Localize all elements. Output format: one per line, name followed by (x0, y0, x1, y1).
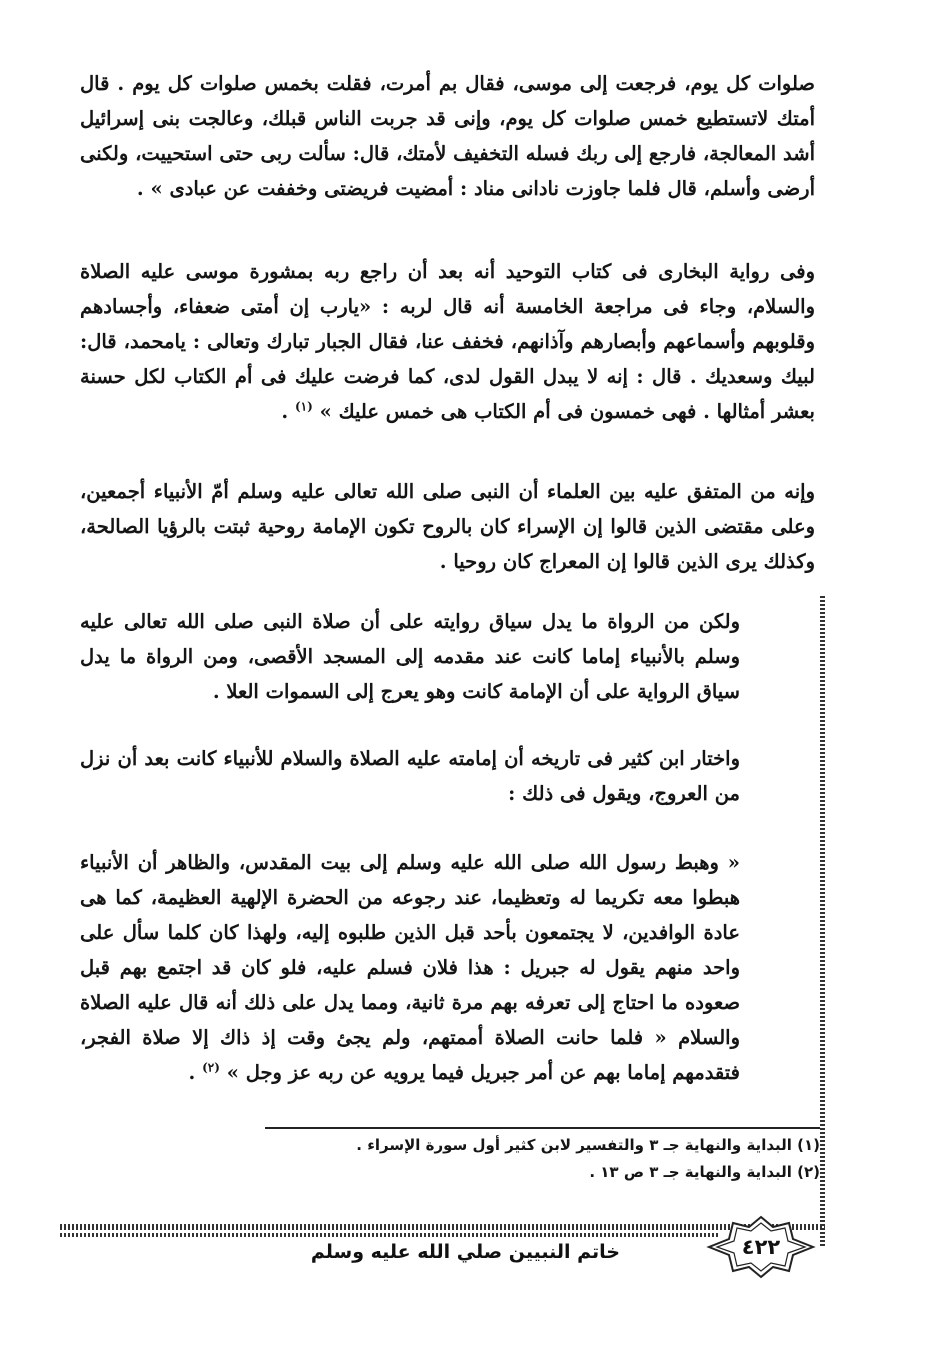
paragraph-6 (80, 845, 740, 1090)
footnote-1: (١) البداية والنهاية جـ ٣ والتفسير لابن كثير أول سورة الإسراء . (356, 1136, 820, 1154)
paragraph-6-end: . (188, 1061, 196, 1084)
running-footer-title: خاتم النبيين صلي الله عليه وسلم (310, 1241, 620, 1263)
footnote-ref-2: (٢) (202, 1060, 220, 1075)
paragraph-2-end: . (281, 400, 289, 423)
paragraph-3: وإنه من المتفق عليه بين العلماء أن النبى صلى الله تعالى عليه وسلم أمّ الأنبياء أجمعين، وعلى مقتضى الذين قالوا إن الإسراء كان بالروح تكون الإمامة روحية ثبتت بالرؤيا الصالحة، وكذلك يرى الذين قالوا إن المعراج كان روحيا . (80, 480, 815, 573)
paragraph-5: واختار ابن كثير فى تاريخه أن إمامته عليه الصلاة والسلام للأنبياء كانت بعد أن نزل من العروج، ويقول فى ذلك : (80, 747, 740, 805)
footnote-ref-1: (١) (294, 399, 313, 414)
paragraph-2 (80, 254, 815, 429)
paragraph-6-text: « وهبط رسول الله صلى الله عليه وسلم إلى بيت المقدس، والظاهر أن الأنبياء هبطوا معه تكريما له وتعظيما، عند رجوعه من الحضرة الإلهية العظيمة، كما هى عادة الوافدين، لا يجتمعون بأحد قبل الذين طلبوه إليه، ولهذا كان كلما سأل على واحد منهم يقول له جبريل : هذا فلان فسلم عليه، فلو كان قد اجتمع بهم قبل صعوده ما احتاج إلى تعرفه بهم مرة ثانية، ومما يدل على ذلك أنه قال عليه الصلاة والسلام « فلما حانت الصلاة أممتهم، ولم يجئ وقت إذ ذاك إلا صلاة الفجر، فتقدمهم إماما بهم عن أمر جبريل فيما يرويه عن ربه عز وجل » (80, 851, 740, 1084)
footnote-2: (٢) البداية والنهاية جـ ٣ ص ١٣ . (589, 1163, 820, 1181)
page-number: ٤٢٢ (741, 1235, 781, 1259)
paragraph-1: صلوات كل يوم، فرجعت إلى موسى، فقال بم أمرت، فقلت بخمس صلوات كل يوم . قال أمتك لاتستطيع خمس صلوات كل يوم، وإنى قد جربت الناس قبلك، وعالجت بنى إسرائيل أشد المعالجة، فارجع إلى ربك فسله التخفيف لأمتك، قال: سألت ربى حتى استحييت، ولكنى أرضى وأسلم، قال فلما جاوزت نادانى مناد : أمضيت فريضتى وخففت عن عبادى » . (80, 72, 815, 200)
footnotes (265, 1132, 820, 1186)
paragraph-2-text: وفى رواية البخارى فى كتاب التوحيد أنه بعد أن راجع ربه بمشورة موسى عليه الصلاة والسلام، وجاء فى مراجعة الخامسة أنه قال لربه : «يارب إن أمتى ضعفاء، وأجسادهم وقلوبهم وأسماعهم وأبصارهم وآذانهم، فخفف عنا، فقال الجبار تبارك وتعالى : يامحمد، قال: لبيك وسعديك . قال : إنه لا يبدل القول لدى، كما فرضت عليك فى أم الكتاب لكل حسنة بعشر أمثالها . فهى خمسون فى أم الكتاب هى خمس عليك » (80, 260, 815, 423)
paragraph-4: ولكن من الرواة ما يدل سياق روايته على أن صلاة النبى صلى الله تعالى عليه وسلم بالأنبياء إماما كانت عند مقدمه إلى المسجد الأقصى، ومن الرواة ما يدل سياق الرواية على أن الإمامة كانت وهو يعرج إلى السموات العلا . (80, 610, 740, 703)
footnote-divider (265, 1127, 820, 1129)
margin-dotted-line (820, 596, 825, 1246)
